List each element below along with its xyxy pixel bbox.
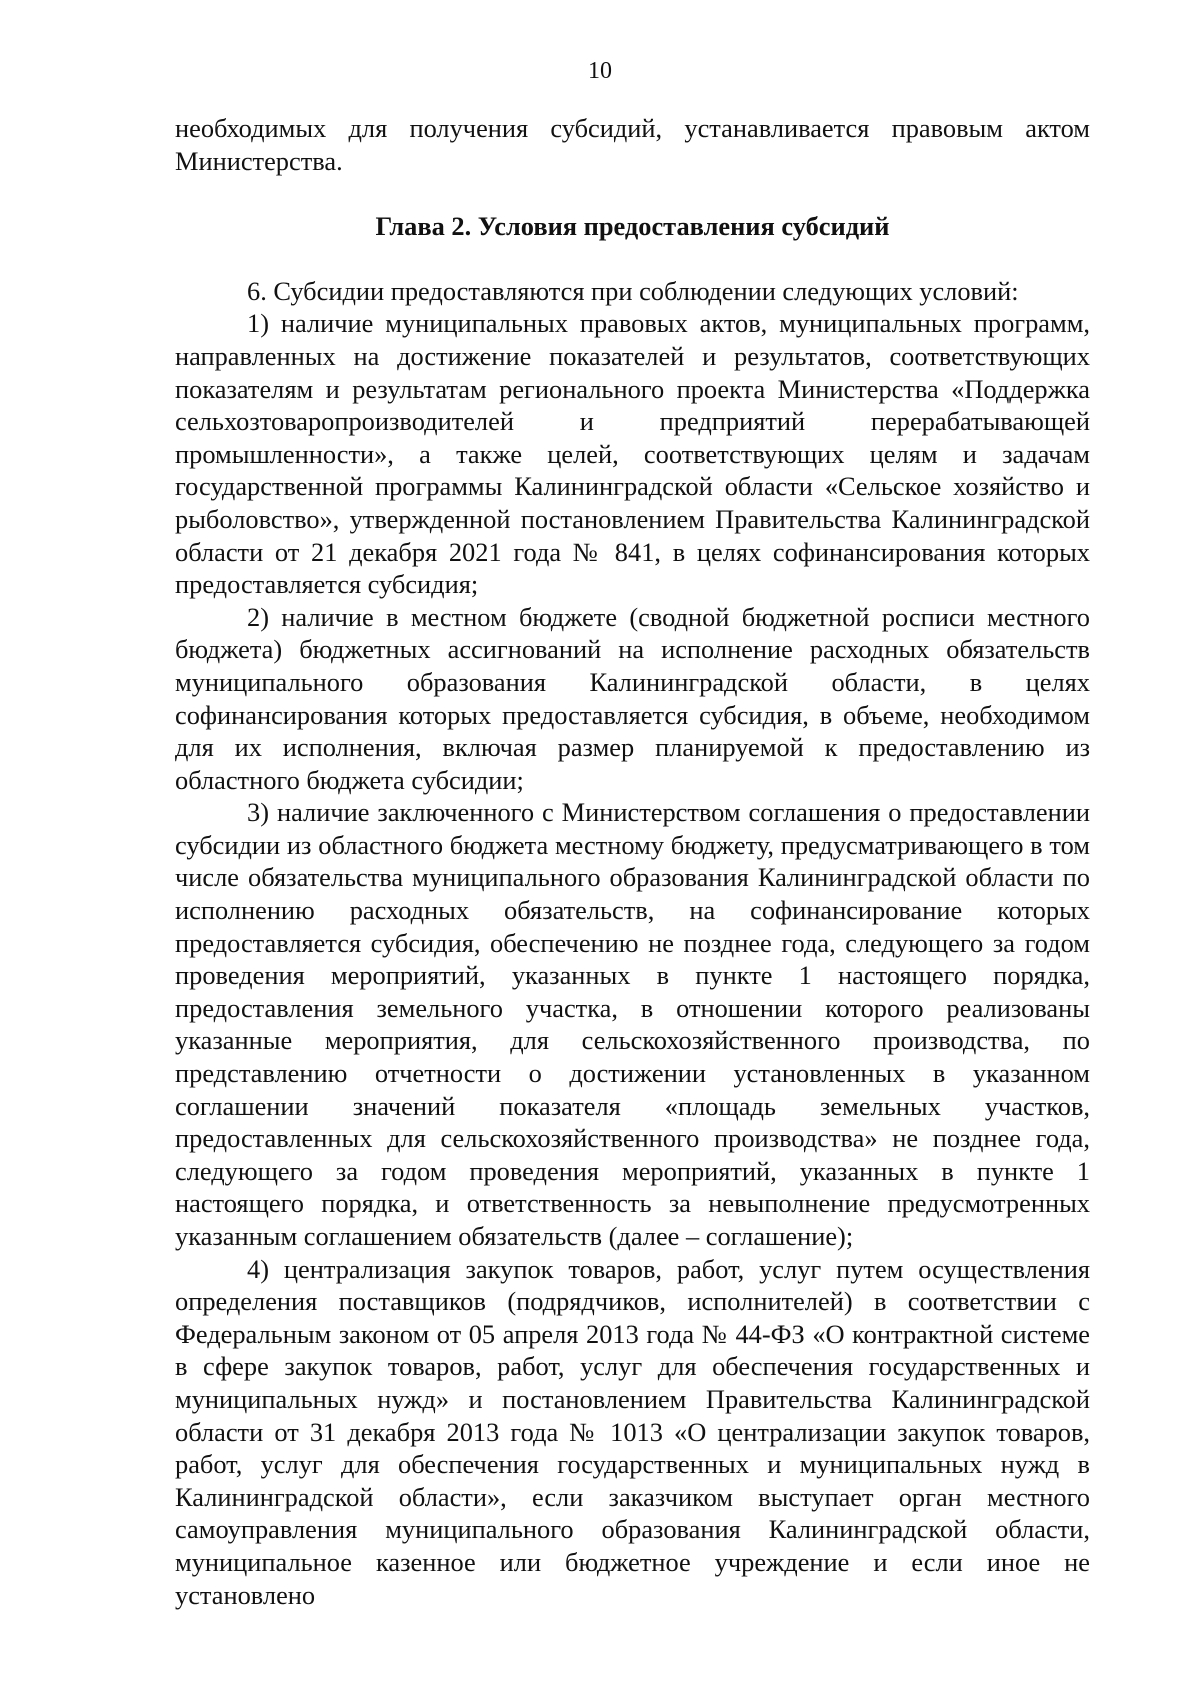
paragraph-6: 6. Субсидии предоставляются при соблюдении следующих условий: [247,275,1019,306]
chapter-title: Глава 2. Условия предоставления субсидий [375,211,890,242]
paragraph-condition-4: 4) централизация закупок товаров, работ, услуг путем осуществления определения поставщиков (подрядчиков, исполнителей) в соответствии с Федеральным законом от 05 апреля 2013 года № 44-ФЗ «О контрактной системе в сфере закупок товаров, работ, услуг для обеспечения государственных и муниципальных нужд» и постановлением Правительства Калининградской области от 31 декабря 2013 года № 1013 «О централизации закупок товаров, работ, услуг для обеспечения государственных и муниципальных нужд в Калининградской области», если заказчиком выступает орган местного самоуправления муниципального образования Калининградской области, муниципальное казенное или бюджетное учреждение и если иное не установлено [175,1253,1090,1610]
paragraph-condition-3: 3) наличие заключенного с Министерством соглашения о предоставлении субсидии из областного бюджета местному бюджету, предусматривающего в том числе обязательства муниципального образования Калининградской области по исполнению расходных обязательств, на софинансирование которых предоставляется субсидия, обеспечению не позднее года, следующего за годом проведения мероприятий, указанных в пункте 1 настоящего порядка, предоставления земельного участка, в отношении которого реализованы указанные мероприятия, для сельскохозяйственного производства, по представлению отчетности о достижении установленных в указанном соглашении значений показателя «площадь земельных участков, предоставленных для сельскохозяйственного производства» не позднее года, следующего за годом проведения мероприятий, указанных в пункте 1 настоящего порядка, и ответственность за невыполнение предусмотренных указанным соглашением обязательств (далее – соглашение); [175,797,1090,1251]
paragraph-condition-1: 1) наличие муниципальных правовых актов, муниципальных программ, направленных на достижение показателей и результатов, соответствующих показателям и результатам регионального проекта Министерства «Поддержка сельхозтоваропроизводителей и предприятий перерабатывающей промышленности», а также целей, соответствующих целям и задачам государственной программы Калининградской области «Сельское хозяйство и рыболовство», утвержденной постановлением Правительства Калининградской области от 21 декабря 2021 года № 841, в целях софинансирования которых предоставляется субсидия; [175,308,1090,600]
paragraph-condition-2: 2) наличие в местном бюджете (сводной бюджетной росписи местного бюджета) бюджетных ассигнований на исполнение расходных обязательств муниципального образования Калининградской области, в целях софинансирования которых предоставляется субсидия, в объеме, необходимом для их исполнения, включая размер планируемой к предоставлению из областного бюджета субсидии; [175,601,1090,795]
intro-paragraph: необходимых для получения субсидий, устанавливается правовым актом Министерства. [175,113,1090,176]
page-number: 10 [588,58,612,84]
document-body [175,112,1090,1611]
